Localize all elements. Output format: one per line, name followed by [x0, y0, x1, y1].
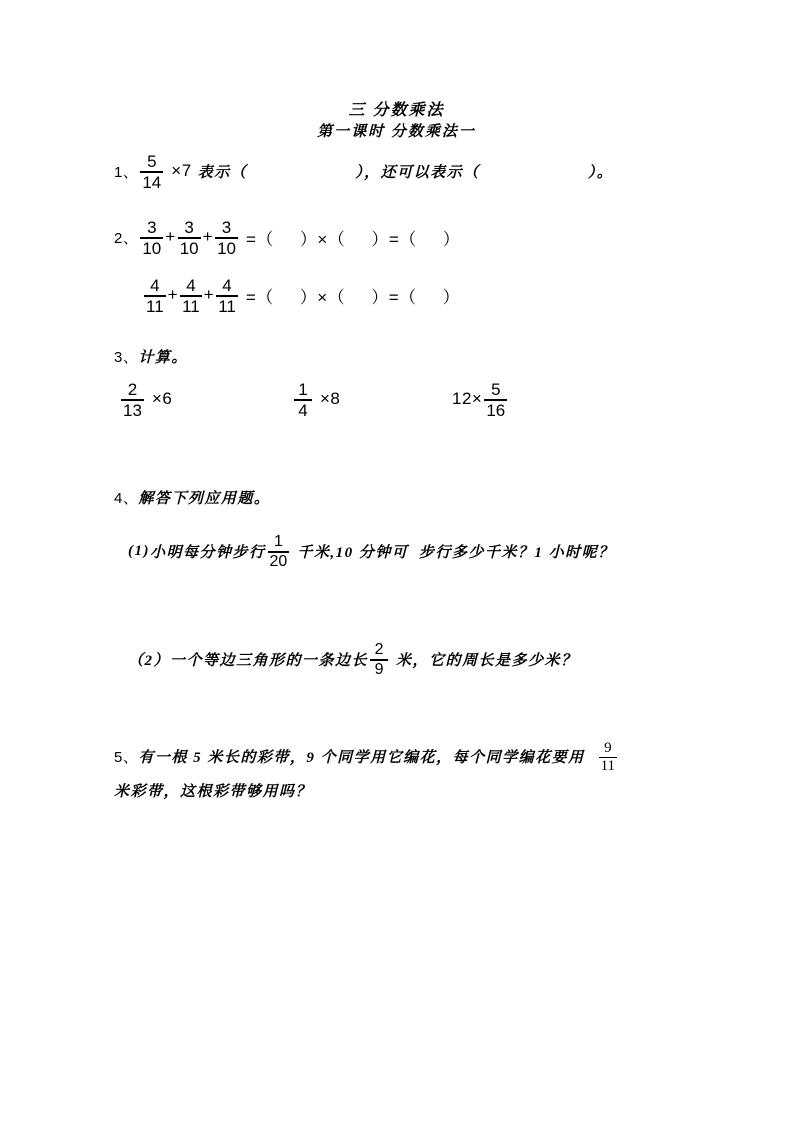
- denominator: 11: [600, 758, 616, 775]
- q2-l2-tail-b: ）×（: [299, 287, 346, 307]
- q3-number: 3、: [114, 349, 139, 366]
- q3-item2-fraction: [294, 381, 312, 420]
- q3-prompt-text: 计算。: [138, 350, 188, 366]
- page-subtitle: 第一课时 分数乘法一: [317, 124, 476, 140]
- q4-sub1-text-a: 小明每分钟步行: [150, 544, 266, 561]
- numerator: 1: [273, 533, 283, 550]
- numerator: 1: [298, 380, 308, 399]
- q4-sub2-label: （2）: [128, 652, 171, 669]
- numerator: 5: [491, 380, 501, 399]
- q5-text-b: 米彩带，这根彩带够用吗？: [114, 784, 313, 800]
- q4-sub1-label: (1): [128, 542, 150, 559]
- question-3-item-2: [292, 380, 340, 419]
- q2-l2-fraction-3: [216, 277, 238, 316]
- q3-item1-fraction: [121, 381, 144, 420]
- numerator: 2: [127, 380, 138, 399]
- denominator: 16: [486, 401, 506, 421]
- numerator: 3: [184, 218, 194, 237]
- q4-number: 4、: [114, 490, 139, 507]
- q2-l1-tail-a: =（: [245, 229, 274, 249]
- q2-l2-fraction-2: [180, 277, 202, 316]
- q4-sub1-text-c: 10 分钟可 步行多少千米？1 小时呢？: [335, 544, 615, 561]
- q2-l1-fraction-3: [215, 219, 238, 258]
- q2-l2-tail-c: ）=（: [371, 287, 417, 307]
- q2-l1-fraction-1: [140, 219, 163, 258]
- question-4-sub-2: [128, 641, 578, 678]
- denominator: 11: [146, 297, 164, 317]
- q5-fraction: [599, 741, 617, 775]
- q2-l2-plus-2: +: [203, 285, 215, 305]
- q1-fraction-denominator: 14: [142, 173, 162, 193]
- q1-fraction-numerator: 5: [147, 152, 157, 171]
- numerator: 4: [222, 276, 232, 295]
- denominator: 10: [142, 239, 162, 259]
- q2-l1-plus-2: +: [202, 227, 214, 247]
- q2-l1-fraction-2: [178, 219, 201, 258]
- q4-prompt-text: 解答下列应用题。: [138, 491, 271, 507]
- q2-l2-fraction-1: [144, 277, 166, 316]
- numerator: 4: [150, 276, 160, 295]
- numerator: 9: [604, 740, 612, 756]
- question-3-prompt: [114, 346, 188, 367]
- q1-fraction: [140, 153, 163, 192]
- question-4-sub-1: [128, 533, 615, 570]
- q2-l1-tail-b: ）×（: [299, 229, 346, 249]
- q2-l2-tail-a: =（: [245, 287, 274, 307]
- denominator: 4: [298, 401, 308, 421]
- q1-operator: ×7: [171, 161, 192, 181]
- denominator: 10: [179, 239, 199, 259]
- q4-sub1-fraction: [268, 534, 290, 571]
- question-1: [114, 152, 613, 191]
- denominator: 10: [217, 239, 236, 259]
- q3-item3-fraction: [484, 381, 507, 420]
- denominator: 11: [182, 297, 200, 317]
- numerator: 4: [186, 276, 196, 295]
- q3-item2-operator: ×8: [320, 389, 341, 409]
- q2-l1-tail-c: ）=（: [371, 229, 417, 249]
- q3-item3-lead: 12×: [452, 389, 483, 409]
- question-4-prompt: [114, 487, 270, 508]
- q5-text-a: 有一根 5 米长的彩带，9 个同学用它编花，每个同学编花要用: [138, 750, 585, 767]
- question-5-line-1: [114, 740, 619, 774]
- question-2-line-2: [142, 276, 460, 315]
- question-3-item-1: [119, 380, 172, 419]
- denominator: 20: [269, 553, 288, 571]
- question-3-item-3: [452, 380, 509, 419]
- q1-text-c: ）。: [587, 164, 614, 181]
- q1-text-b: ），还可以表示（: [355, 164, 480, 181]
- q4-sub2-text-b: 米，它的周长是多少米？: [396, 652, 578, 669]
- denominator: 13: [123, 401, 142, 421]
- q5-number: 5、: [114, 749, 139, 767]
- q2-l2-tail-d: ）: [442, 287, 461, 307]
- numerator: 3: [221, 218, 232, 237]
- q2-number: 2、: [114, 229, 139, 247]
- page-title: 三 分数乘法: [348, 102, 445, 119]
- question-2-line-1: [114, 218, 460, 257]
- q4-sub2-fraction: [370, 642, 388, 679]
- numerator: 2: [374, 641, 384, 658]
- q1-number: 1、: [114, 163, 139, 181]
- q2-l1-plus-1: +: [165, 227, 176, 247]
- q4-sub1-text-b: 千米,: [297, 544, 336, 561]
- q4-sub2-text-a: 一个等边三角形的一条边长: [170, 652, 369, 669]
- q1-text-a: 表示（: [197, 164, 248, 181]
- q2-l2-plus-1: +: [167, 285, 179, 305]
- q3-item1-operator: ×6: [151, 389, 173, 409]
- q2-l1-tail-d: ）: [442, 229, 461, 249]
- question-5-line-2: [114, 780, 312, 801]
- numerator: 3: [147, 218, 157, 237]
- denominator: 9: [374, 661, 384, 679]
- denominator: 11: [218, 297, 236, 317]
